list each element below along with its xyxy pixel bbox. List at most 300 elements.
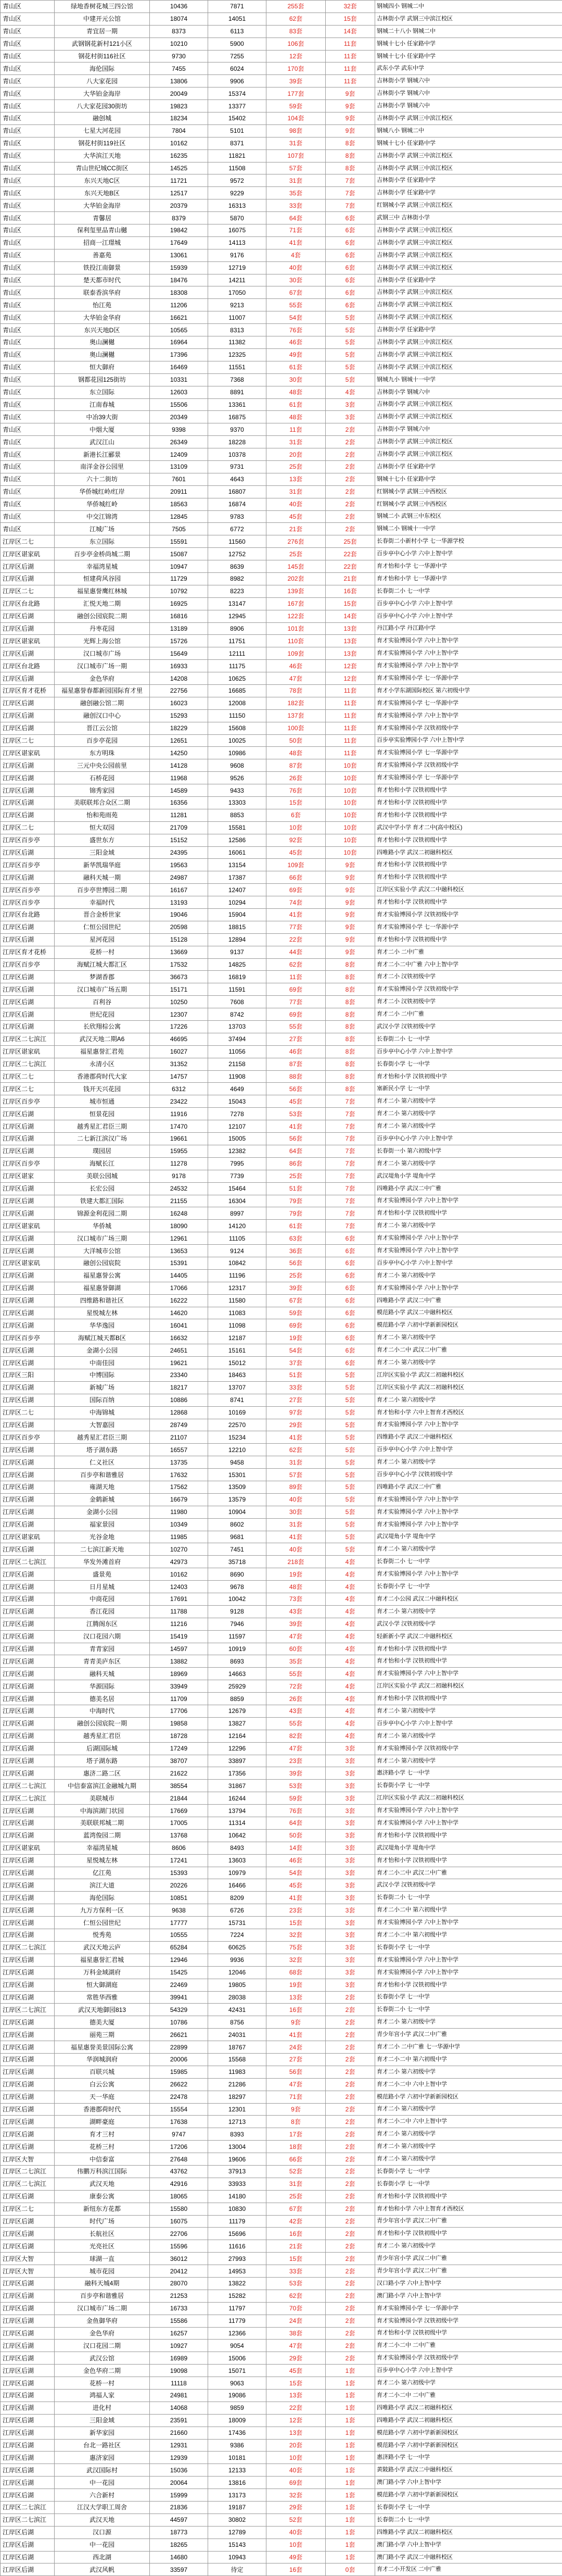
listing-price-cell: 14680 <box>150 2551 208 2564</box>
listing-count-cell: 41套 <box>266 1120 326 1133</box>
listing-price-cell: 19661 <box>150 1133 208 1145</box>
school-cell: 育才实验博园小学 六中上智中学 <box>375 709 562 722</box>
listing-price-cell: 16235 <box>150 149 208 162</box>
deal-price-cell: 16061 <box>208 846 266 859</box>
deal-count-cell: 11套 <box>326 50 375 62</box>
deal-price-cell: 12111 <box>208 647 266 660</box>
district-cell: 江岸区后湖 <box>1 2427 55 2439</box>
district-cell: 江岸区后湖 <box>1 2414 55 2427</box>
district-cell: 江岸区后湖 <box>1 1469 55 1481</box>
listing-price-cell: 13669 <box>150 946 208 958</box>
district-cell: 江岸区大智 <box>1 2265 55 2278</box>
district-cell: 青山区 <box>1 62 55 75</box>
school-cell: 武汉小学 汉铁初级中学 <box>375 1618 562 1630</box>
deal-price-cell: 13816 <box>208 2477 266 2489</box>
deal-count-cell: 4套 <box>326 1630 375 1643</box>
school-cell: 武东小学 武东中学 <box>375 62 562 75</box>
table-row <box>1 1867 562 1879</box>
deal-price-cell: 11580 <box>208 1294 266 1307</box>
school-cell: 育才怡和小学 汉铁初级中学 <box>375 896 562 909</box>
deal-count-cell: 11套 <box>326 75 375 87</box>
listing-count-cell: 40套 <box>266 1543 326 1556</box>
school-cell: 育才二小公园 武汉二中融科校区 <box>375 1593 562 1606</box>
school-cell: 吉林街小学 钢城六中 <box>375 386 562 398</box>
listing-price-cell: 23422 <box>150 1095 208 1108</box>
listing-count-cell: 40套 <box>266 2526 326 2539</box>
school-cell: 育才实验博园小学 六中上智中学 <box>375 1568 562 1581</box>
deal-price-cell: 11196 <box>208 1269 266 1282</box>
table-row <box>1 1693 562 1705</box>
school-cell: 长春街小学 七一中学 <box>375 2178 562 2190</box>
community-cell: 中烟大厦 <box>55 423 150 436</box>
school-cell: 长春街二小新村小学 七一华源学校 <box>375 535 562 548</box>
table-row <box>1 62 562 75</box>
listing-price-cell: 21836 <box>150 2502 208 2514</box>
listing-price-cell: 18728 <box>150 1730 208 1742</box>
district-cell: 江岸区大智 <box>1 2153 55 2166</box>
community-cell: 汉口城市广场三期 <box>55 1232 150 1245</box>
district-cell: 江岸区后湖 <box>1 2526 55 2539</box>
listing-price-cell: 15393 <box>150 1867 208 1879</box>
listing-price-cell: 14757 <box>150 1070 208 1083</box>
listing-price-cell: 12517 <box>150 187 208 199</box>
deal-count-cell: 13套 <box>326 622 375 635</box>
deal-price-cell: 11150 <box>208 709 266 722</box>
deal-count-cell: 2套 <box>326 2004 375 2016</box>
table-row <box>1 1643 562 1655</box>
community-cell: 融创公园宸院二期 <box>55 610 150 622</box>
listing-price-cell: 17249 <box>150 1742 208 1755</box>
district-cell: 江岸区后湖 <box>1 1481 55 1493</box>
listing-price-cell: 24987 <box>150 871 208 884</box>
table-row <box>1 1182 562 1195</box>
listing-price-cell: 15506 <box>150 398 208 411</box>
community-cell: 新港长江郦景 <box>55 448 150 461</box>
table-row <box>1 2103 562 2116</box>
listing-price-cell: 11985 <box>150 1531 208 1543</box>
listing-price-cell: 9638 <box>150 1904 208 1917</box>
table-row <box>1 2489 562 2502</box>
school-cell: 长春街二小 七一中学 <box>375 2004 562 2016</box>
table-row <box>1 784 562 797</box>
listing-count-cell: 25套 <box>266 2190 326 2203</box>
listing-price-cell: 10851 <box>150 1892 208 1904</box>
table-row <box>1 2153 562 2166</box>
deal-count-cell: 3套 <box>326 1755 375 1767</box>
deal-price-cell: 8313 <box>208 324 266 336</box>
listing-price-cell: 16469 <box>150 361 208 373</box>
deal-count-cell: 5套 <box>326 348 375 361</box>
table-row <box>1 734 562 747</box>
deal-price-cell: 15301 <box>208 1469 266 1481</box>
listing-price-cell: 42916 <box>150 2178 208 2190</box>
school-cell: 汉口路小学 六中上智中学 <box>375 2277 562 2290</box>
school-cell: 育才二小 第六初级中学 <box>375 2377 562 2390</box>
school-cell: 育才实验博园小学 七一华源中学 <box>375 2302 562 2315</box>
deal-price-cell: 11179 <box>208 2215 266 2228</box>
listing-price-cell: 36012 <box>150 2253 208 2265</box>
community-cell: 德美名居 <box>55 1693 150 1705</box>
district-cell: 江岸区后湖 <box>1 1829 55 1842</box>
deal-price-cell: 18815 <box>208 921 266 933</box>
deal-count-cell: 4套 <box>326 1705 375 1718</box>
deal-count-cell: 2套 <box>326 2078 375 2091</box>
deal-price-cell: 16244 <box>208 1792 266 1805</box>
community-cell: 大华铂金海岸 <box>55 199 150 212</box>
deal-count-cell: 1套 <box>326 2464 375 2477</box>
listing-price-cell: 7804 <box>150 124 208 137</box>
deal-count-cell: 7套 <box>326 1182 375 1195</box>
district-cell: 青山区 <box>1 187 55 199</box>
listing-price-cell: 20911 <box>150 485 208 498</box>
listing-count-cell: 29套 <box>266 2352 326 2365</box>
district-cell: 青山区 <box>1 249 55 261</box>
table-row <box>1 1829 562 1842</box>
district-cell: 江岸区二七滨江 <box>1 2004 55 2016</box>
community-cell: 大华铂金海岸 <box>55 87 150 100</box>
listing-count-cell: 79套 <box>266 1195 326 1207</box>
table-row <box>1 1220 562 1232</box>
deal-price-cell: 11597 <box>208 1630 266 1643</box>
table-row <box>1 2277 562 2290</box>
deal-count-cell: 6套 <box>326 1232 375 1245</box>
community-cell: 进化村 <box>55 2402 150 2414</box>
listing-price-cell: 36673 <box>150 971 208 983</box>
deal-count-cell: 6套 <box>326 1307 375 1319</box>
listing-price-cell: 16248 <box>150 1207 208 1220</box>
table-row <box>1 261 562 274</box>
deal-count-cell: 2套 <box>326 473 375 485</box>
table-row <box>1 324 562 336</box>
deal-price-cell: 10294 <box>208 896 266 909</box>
listing-count-cell: 74套 <box>266 896 326 909</box>
community-cell: 恒建荷风谷园 <box>55 572 150 585</box>
community-cell: 海伦国际 <box>55 1892 150 1904</box>
community-cell: 金色华府 <box>55 672 150 685</box>
deal-count-cell: 1套 <box>326 2502 375 2514</box>
school-cell: 红钢城小学 武钢三中滨江校区 <box>375 199 562 212</box>
school-cell: 育才二小二中 二中广雅 <box>375 2390 562 2402</box>
deal-count-cell: 5套 <box>326 1531 375 1543</box>
school-cell: 育才怡和小学 六中上智育才西校区 <box>375 2203 562 2215</box>
listing-price-cell: 13653 <box>150 1245 208 1257</box>
district-cell: 江岸区后湖 <box>1 809 55 821</box>
deal-count-cell: 5套 <box>326 1381 375 1394</box>
listing-count-cell: 48套 <box>266 747 326 759</box>
table-row <box>1 1294 562 1307</box>
listing-count-cell: 76套 <box>266 1805 326 1817</box>
table-row <box>1 1568 562 1581</box>
community-cell: 塔子湖东路 <box>55 1444 150 1456</box>
deal-price-cell: 11821 <box>208 149 266 162</box>
deal-price-cell: 60625 <box>208 1941 266 1954</box>
listing-count-cell: 100套 <box>266 722 326 734</box>
listing-price-cell: 16167 <box>150 884 208 896</box>
listing-count-cell: 25套 <box>266 548 326 560</box>
school-cell: 育才实验博园小学 汉铁初级中学 <box>375 2315 562 2327</box>
school-cell: 育才实验博园小学 六中上智中学 <box>375 1966 562 1979</box>
table-row <box>1 75 562 87</box>
listing-price-cell: 12845 <box>150 510 208 523</box>
school-cell: 钢城十七小 任家路中学 <box>375 137 562 149</box>
deal-count-cell: 7套 <box>326 1108 375 1120</box>
table-row <box>1 1991 562 2004</box>
table-row <box>1 2327 562 2340</box>
listing-price-cell: 44597 <box>150 2514 208 2526</box>
table-row <box>1 2265 562 2278</box>
district-cell: 江岸区后湖 <box>1 1506 55 1518</box>
listing-price-cell: 17226 <box>150 1021 208 1033</box>
district-cell: 江岸区后湖 <box>1 2390 55 2402</box>
community-cell: 星悦城左林 <box>55 1307 150 1319</box>
district-cell: 江岸区谌家矶 <box>1 747 55 759</box>
listing-price-cell: 17206 <box>150 2141 208 2153</box>
listing-count-cell: 9套 <box>266 2103 326 2116</box>
deal-price-cell: 13603 <box>208 1854 266 1867</box>
school-cell: 青少年宫小学 武汉二中广雅 <box>375 2215 562 2228</box>
deal-price-cell: 12164 <box>208 1730 266 1742</box>
deal-count-cell: 6套 <box>326 299 375 311</box>
table-row <box>1 1008 562 1021</box>
listing-price-cell: 10792 <box>150 585 208 597</box>
district-cell: 青山区 <box>1 100 55 112</box>
school-cell: 育才二小 第六初级中学 <box>375 1605 562 1618</box>
school-cell: 育才二小 第六初级中学 <box>375 1157 562 1170</box>
listing-count-cell: 13套 <box>266 2427 326 2439</box>
listing-price-cell: 9398 <box>150 423 208 436</box>
deal-count-cell: 1套 <box>326 2377 375 2390</box>
deal-count-cell: 1套 <box>326 2539 375 2551</box>
deal-count-cell: 6套 <box>326 212 375 224</box>
district-cell: 江岸区后湖 <box>1 1195 55 1207</box>
deal-count-cell: 7套 <box>326 1133 375 1145</box>
community-cell: 百步亭世博园二期 <box>55 884 150 896</box>
deal-count-cell: 3套 <box>326 1892 375 1904</box>
listing-price-cell: 13882 <box>150 1655 208 1668</box>
school-cell: 育才实验博园小学 六中上智中学 <box>375 1195 562 1207</box>
school-cell: 育才怡和小学 汉铁初级中学 <box>375 1207 562 1220</box>
listing-price-cell: 17649 <box>150 236 208 249</box>
deal-price-cell: 12945 <box>208 610 266 622</box>
listing-price-cell: 16041 <box>150 1319 208 1332</box>
listing-price-cell: 19842 <box>150 224 208 237</box>
deal-price-cell: 10842 <box>208 1257 266 1269</box>
deal-price-cell: 13361 <box>208 398 266 411</box>
school-cell: 长春街小学 七一中学 <box>375 1058 562 1070</box>
deal-price-cell: 17387 <box>208 871 266 884</box>
deal-count-cell: 9套 <box>326 100 375 112</box>
deal-count-cell: 2套 <box>326 2153 375 2166</box>
deal-price-cell: 15581 <box>208 821 266 834</box>
listing-count-cell: 83套 <box>266 25 326 37</box>
deal-count-cell: 3套 <box>326 1954 375 1966</box>
deal-price-cell: 9458 <box>208 1456 266 1469</box>
listing-count-cell: 47套 <box>266 1742 326 1755</box>
listing-price-cell: 11281 <box>150 809 208 821</box>
listing-count-cell: 98套 <box>266 124 326 137</box>
listing-count-cell: 30套 <box>266 274 326 286</box>
community-cell: 海赋江城大都汇区 <box>55 958 150 971</box>
listing-count-cell: 41套 <box>266 1531 326 1543</box>
table-row <box>1 274 562 286</box>
table-row <box>1 398 562 411</box>
community-cell: 华侨城红岭 <box>55 498 150 510</box>
listing-count-cell: 137套 <box>266 709 326 722</box>
listing-count-cell: 46套 <box>266 660 326 672</box>
community-cell: 雍湖天地 <box>55 1481 150 1493</box>
table-row <box>1 411 562 423</box>
table-row <box>1 348 562 361</box>
table-row <box>1 1979 562 1991</box>
table-row <box>1 1618 562 1630</box>
deal-price-cell: 7739 <box>208 1170 266 1182</box>
community-cell: 中一花园 <box>55 2477 150 2489</box>
listing-price-cell: 8379 <box>150 212 208 224</box>
listing-count-cell: 109套 <box>266 859 326 871</box>
community-cell: 中海锦城 <box>55 1406 150 1419</box>
listing-count-cell: 31套 <box>266 485 326 498</box>
school-cell: 吉林街小学 武钢三中滨江校区 <box>375 348 562 361</box>
school-cell: 育才实验博园小学 七一华源中学 <box>375 921 562 933</box>
table-row <box>1 1506 562 1518</box>
deal-count-cell: 5套 <box>326 373 375 386</box>
listing-price-cell: 38554 <box>150 1780 208 1792</box>
table-row <box>1 958 562 971</box>
listing-price-cell: 20226 <box>150 1879 208 1892</box>
district-cell: 青山区 <box>1 324 55 336</box>
community-cell: 花桥一村 <box>55 946 150 958</box>
listing-price-cell: 15036 <box>150 2464 208 2477</box>
listing-count-cell: 21套 <box>266 523 326 535</box>
district-cell: 江岸区谌家矶 <box>1 635 55 647</box>
community-cell: 世纪花园 <box>55 1008 150 1021</box>
deal-price-cell: 6113 <box>208 25 266 37</box>
deal-count-cell: 3套 <box>326 1966 375 1979</box>
deal-count-cell: 8套 <box>326 996 375 1008</box>
listing-price-cell: 16679 <box>150 1493 208 1506</box>
table-row <box>1 1195 562 1207</box>
deal-price-cell: 12719 <box>208 261 266 274</box>
deal-count-cell: 5套 <box>326 1506 375 1518</box>
school-cell: 育才二小 第六初级中学 <box>375 1120 562 1133</box>
community-cell: 锦源金利花园二期 <box>55 1207 150 1220</box>
table-row <box>1 2302 562 2315</box>
listing-price-cell: 15955 <box>150 1145 208 1157</box>
community-cell: 大洋城市公馆 <box>55 1245 150 1257</box>
listing-price-cell: 17005 <box>150 1817 208 1830</box>
deal-count-cell: 9套 <box>326 933 375 946</box>
deal-price-cell: 37913 <box>208 2165 266 2178</box>
deal-price-cell: 4649 <box>208 1083 266 1095</box>
listing-price-cell: 20412 <box>150 2265 208 2278</box>
table-row <box>1 1319 562 1332</box>
deal-count-cell: 10套 <box>326 759 375 772</box>
listing-price-cell: 65284 <box>150 1941 208 1954</box>
community-cell: 国际百纳 <box>55 1394 150 1406</box>
table-row <box>1 112 562 125</box>
school-cell: 四维路小学 武汉二初融科校区 <box>375 2526 562 2539</box>
school-cell: 育才二小 第六初级中学 <box>375 1394 562 1406</box>
table-row <box>1 535 562 548</box>
listing-count-cell: 62套 <box>266 958 326 971</box>
table-row <box>1 821 562 834</box>
listing-price-cell: 19858 <box>150 1717 208 1730</box>
deal-count-cell: 25套 <box>326 535 375 548</box>
district-cell: 江岸区后湖 <box>1 1145 55 1157</box>
community-cell: 江腾阁东区 <box>55 1618 150 1630</box>
community-cell: 幸福湾星城 <box>55 1842 150 1854</box>
district-cell: 江岸区后湖 <box>1 784 55 797</box>
table-row <box>1 1904 562 1917</box>
school-cell: 吉林街小学 武钢三中滨江校区 <box>375 261 562 274</box>
school-cell: 育才怡和小学 汉铁初级中学 <box>375 933 562 946</box>
table-row <box>1 1269 562 1282</box>
district-cell: 江岸区谌家矶 <box>1 1220 55 1232</box>
listing-count-cell: 45套 <box>266 846 326 859</box>
community-cell: 惠济二路二区 <box>55 1767 150 1780</box>
listing-price-cell: 19046 <box>150 909 208 921</box>
listing-count-cell: 29套 <box>266 1419 326 1431</box>
community-cell: 青馨居 <box>55 212 150 224</box>
school-cell: 育才怡和小学 汉铁初级中学 <box>375 797 562 809</box>
listing-count-cell: 22套 <box>266 933 326 946</box>
listing-count-cell: 62套 <box>266 2290 326 2302</box>
listing-price-cell: 22756 <box>150 684 208 697</box>
school-cell: 百步亭中心小学 六中上智中学 <box>375 1133 562 1145</box>
deal-price-cell: 12008 <box>208 697 266 709</box>
listing-price-cell: 18563 <box>150 498 208 510</box>
community-cell: 越秀星汇君臣 <box>55 1730 150 1742</box>
listing-count-cell: 69套 <box>266 983 326 996</box>
deal-price-cell: 15464 <box>208 1182 266 1195</box>
table-row <box>1 2502 562 2514</box>
deal-price-cell: 10642 <box>208 1829 266 1842</box>
listing-count-cell: 32套 <box>266 1954 326 1966</box>
deal-count-cell: 9套 <box>326 946 375 958</box>
district-cell: 青山区 <box>1 498 55 510</box>
school-cell: 育才怡和小学 汉铁初级中学 <box>375 859 562 871</box>
table-row <box>1 1444 562 1456</box>
school-cell: 武汉小学 汉铁初级中学 <box>375 1021 562 1033</box>
deal-price-cell: 13154 <box>208 859 266 871</box>
deal-price-cell: 11007 <box>208 311 266 324</box>
table-row <box>1 1083 562 1095</box>
community-cell: 武汉天地二期A6 <box>55 1033 150 1045</box>
listing-price-cell: 16621 <box>150 311 208 324</box>
deal-price-cell: 21286 <box>208 2078 266 2091</box>
table-row <box>1 1655 562 1668</box>
table-row <box>1 137 562 149</box>
listing-count-cell: 29套 <box>266 2502 326 2514</box>
community-cell: 钢都花园125街坊 <box>55 373 150 386</box>
listing-count-cell: 24套 <box>266 2041 326 2054</box>
listing-count-cell: 107套 <box>266 149 326 162</box>
school-cell: 四唯路小学 武汉二初融科校区 <box>375 846 562 859</box>
listing-price-cell: 15391 <box>150 1257 208 1269</box>
listing-price-cell: 24981 <box>150 2390 208 2402</box>
school-cell: 育才实验博园小学 六中上智中学 <box>375 647 562 660</box>
listing-count-cell: 53套 <box>266 1780 326 1792</box>
listing-count-cell: 40套 <box>266 498 326 510</box>
community-cell: 融创城 <box>55 112 150 125</box>
deal-count-cell: 22套 <box>326 560 375 573</box>
school-cell: 育才二小 第六初级中学 <box>375 1095 562 1108</box>
district-cell: 江岸区百步亭 <box>1 1332 55 1344</box>
community-cell: 美联联邦城二期 <box>55 1817 150 1830</box>
table-row <box>1 622 562 635</box>
listing-price-cell: 16257 <box>150 2327 208 2340</box>
listing-count-cell: 45套 <box>266 2365 326 2377</box>
